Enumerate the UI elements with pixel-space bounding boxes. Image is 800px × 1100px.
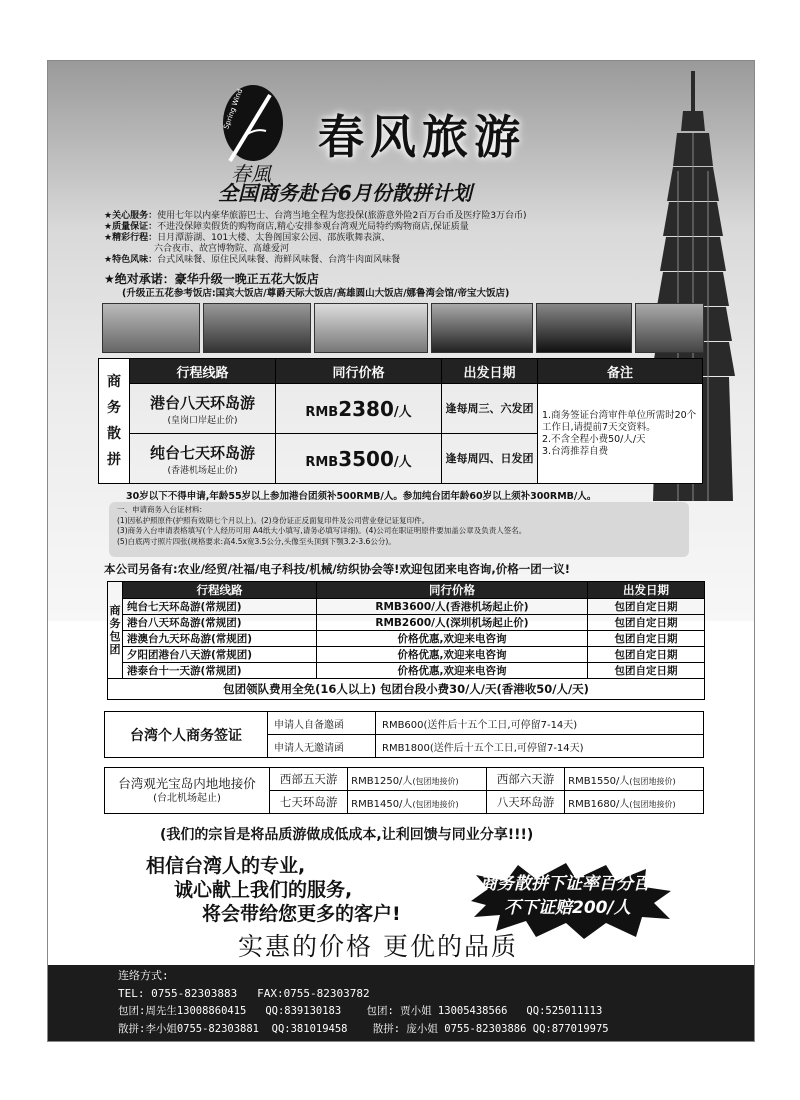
column-header: 出发日期 (588, 582, 705, 599)
slogan-line: 诚心献上我们的服务, (174, 879, 353, 901)
scenery-photo (314, 303, 428, 353)
feature-item: ★关心服务：使用七年以内豪华旅游巴士、台湾当地全程为您投保(旅游意外险2百万台币及医疗险3万台币) (104, 211, 527, 221)
table-row: 夕阳团港台八天游(常规团) 价格优惠,欢迎来电咨询 包团自定日期 (108, 647, 705, 663)
table-row: 纯台七天环岛游(常规团) RMB3600/人(香港机场起止价) 包团自定日期 (108, 599, 705, 615)
slogan-line: 相信台湾人的专业, (146, 855, 306, 877)
feature-item: ★特色风味：台式风味餐、原住民风味餐、海鲜风味餐、台湾牛肉面风味餐 (104, 255, 401, 265)
visa-type: 申请人自备邀函 (268, 712, 376, 735)
contact-group-line: 包团:周先生13008860415 QQ:839130183 包团: 贾小姐 13005438566 QQ:525011113 (118, 1005, 603, 1017)
contact-phone-fax: TEL: 0755-82303883 FAX:0755-82303782 (118, 987, 370, 1000)
local-title: 台湾观光宝岛内地地接价 (台北机场起止) (105, 768, 270, 814)
hotel-list: (升级正五花参考饭店:国宾大饭店/尊爵天际大饭店/高雄圆山大饭店/娜鲁湾会馆/帝宝大饭店) (122, 288, 510, 299)
feature-item: ★精彩行程：日月潭游湖、101大楼、太鲁阁国家公园、邵族歌舞表演、 (104, 233, 391, 243)
table-row: 港台八天环岛游(常规团) RMB2600/人(深圳机场起止价) 包团自定日期 (108, 615, 705, 631)
promise-line: ★绝对承诺：豪华升级一晚正五花大饭店 (104, 272, 319, 286)
visa-table (104, 711, 704, 758)
slogan-line: 将会带给您更多的客户! (202, 903, 401, 925)
headline: 全国商务赴台6月份散拼计划 (218, 181, 472, 205)
table-side-label: 商 务 散 拼 (99, 359, 130, 484)
feature-item: ★质量保证：不进没保障卖假货的购物商店,精心安排参观台湾观光局特约购物商店,保证质量 (104, 222, 469, 232)
guarantee-line: 商务散拼下证率百分百 (480, 874, 650, 894)
tour-price: RMB1450/人(包团地接价) (348, 791, 487, 814)
group-tour-table (107, 581, 705, 700)
logo-calligraphy: 春風 (231, 162, 271, 186)
date-cell: 逢每周四、日发团 (442, 434, 538, 484)
requirements-box: 一、申请商务入台证材料: (1)因私护照原件(护照有效期七个月以上)。(2)身份证正反面复印件及公司营业登记证复印件。 (3)商务入台申请表格填写(个人经历可用 A4纸大小填写,请务必填写详细)。(4)公司在职证明原件要加盖公章及负责人签名。 (5)白底两寸照片四张(规格要求:高4.5x宽3.5公分,头像至头顶到下颚3.2-3.6公分)。 (109, 502, 689, 557)
column-header: 行程线路 (130, 359, 276, 384)
age-note: 30岁以下不得申请,年龄55岁以上参加港台团须补500RMB/人。参加纯台团年龄60岁以上须补300RMB/人。 (126, 491, 597, 502)
local-tour-table (104, 767, 704, 814)
tour-price: RMB1680/人(包团地接价) (565, 791, 704, 814)
scenery-photo (102, 303, 200, 353)
column-header: 同行价格 (276, 359, 442, 384)
notes-cell: 1.商务签证台湾审件单位所需时20个工作日,请提前7天交资料。 2.不含全程小费50/人/天 3.台湾推荐自费 (538, 384, 703, 484)
brand-name: 春风旅游 (318, 110, 526, 164)
price-cell: RMB2380/人 (276, 384, 442, 434)
price-cell: RMB3500/人 (276, 434, 442, 484)
scenery-photo (431, 303, 533, 353)
logo-english-text: Spring Wind (222, 87, 245, 131)
business-tour-table (98, 358, 703, 484)
tour-price: RMB1250/人(包团地接价) (348, 768, 487, 791)
contact-title: 连络方式: (118, 969, 169, 982)
scenery-photo (536, 303, 632, 353)
guarantee-line: 不下证赔200/人 (504, 898, 631, 918)
visa-price: RMB600(送件后十五个工日,可停留7-14天) (376, 712, 704, 735)
feature-list (104, 211, 527, 266)
column-header: 备注 (538, 359, 703, 384)
column-header: 同行价格 (317, 582, 588, 599)
column-header: 行程线路 (123, 582, 317, 599)
contact-footer (48, 965, 754, 1041)
route-cell: 港台八天环岛游 (皇岗口岸起止价) (130, 384, 276, 434)
quality-slogan: 实惠的价格 更优的品质 (238, 932, 518, 961)
column-header: 出发日期 (442, 359, 538, 384)
visa-title: 台湾个人商务签证 (105, 712, 268, 758)
mission-statement: (我们的宗旨是将品质游做成低成本,让利回馈与同业分享!!!) (160, 827, 534, 843)
tour-price: RMB1550/人(包团地接价) (565, 768, 704, 791)
photo-strip (102, 303, 702, 351)
feature-item: 六合夜市、故宫博物院、高雄爱河 (154, 244, 290, 254)
tour-name: 八天环岛游 (486, 791, 564, 814)
contact-scatter-line: 散拼:李小姐0755-82303881 QQ:381019458 散拼: 庞小姐 0755-82303886 QQ:877019975 (118, 1023, 609, 1035)
flyer (47, 60, 755, 1042)
table-side-label: 商 务 包 团 (108, 582, 123, 679)
date-cell: 逢每周三、六发团 (442, 384, 538, 434)
visa-price: RMB1800(送件后十五个工日,可停留7-14天) (376, 735, 704, 758)
route-cell: 纯台七天环岛游 (香港机场起止价) (130, 434, 276, 484)
tour-name: 西部六天游 (486, 768, 564, 791)
association-note: 本公司另备有:农业/经贸/社福/电子科技/机械/纺织协会等!欢迎包团来电咨询,价格一团一议! (104, 562, 570, 576)
visa-type: 申请人无邀请函 (268, 735, 376, 758)
leaf-logo-icon (208, 83, 288, 168)
group-table-footer: 包团领队费用全免(16人以上) 包团台段小费30/人/天(香港收50/人/天) (108, 679, 705, 700)
table-row: 港澳台九天环岛游(常规团) 价格优惠,欢迎来电咨询 包团自定日期 (108, 631, 705, 647)
table-row: 港泰台十一天游(常规团) 价格优惠,欢迎来电咨询 包团自定日期 (108, 663, 705, 679)
scenery-photo (635, 303, 704, 353)
tour-name: 西部五天游 (270, 768, 348, 791)
tour-name: 七天环岛游 (270, 791, 348, 814)
scenery-photo (203, 303, 311, 353)
